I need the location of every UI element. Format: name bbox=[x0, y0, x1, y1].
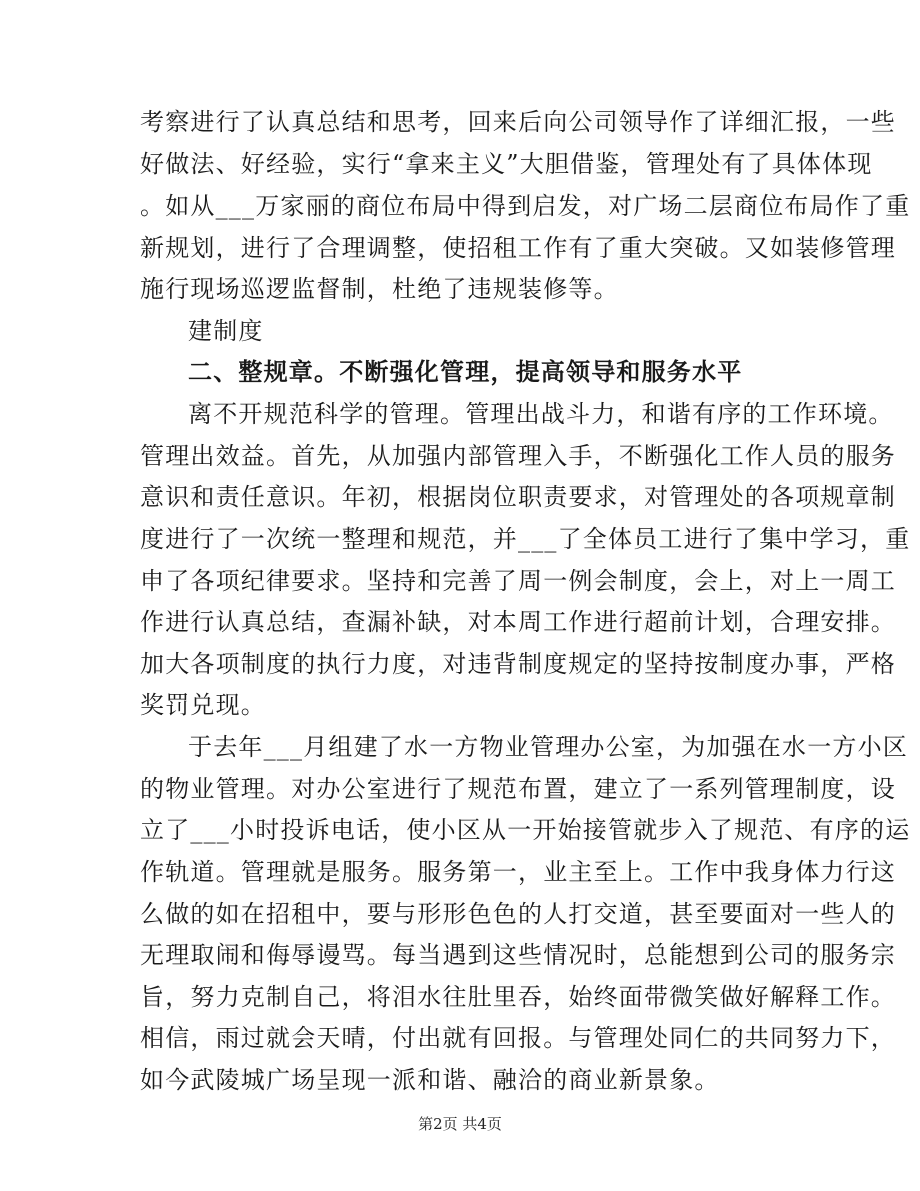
text-line-22: 旨，努力克制自己，将泪水往肚里吞，始终面带微笑做好解释工作。 bbox=[140, 983, 896, 1011]
section-heading: 二、整规章。不断强化管理，提高领导和服务水平 bbox=[188, 358, 743, 386]
text-line-9: 管理出效益。首先，从加强内部管理入手，不断强化工作人员的服务 bbox=[140, 442, 896, 470]
text-line-16: 于去年___月组建了水一方物业管理办公室，为加强在水一方小区 bbox=[188, 733, 908, 761]
text-line-5: 施行现场巡逻监督制，杜绝了违规装修等。 bbox=[140, 275, 619, 303]
text-line-17: 的物业管理。对办公室进行了规范布置，建立了一系列管理制度，设 bbox=[140, 775, 896, 803]
text-line-2: 好做法、好经验，实行“拿来主义”大胆借鉴，管理处有了具体体现 bbox=[140, 150, 873, 178]
text-line-11: 度进行了一次统一整理和规范，并___了全体员工进行了集中学习，重 bbox=[140, 525, 911, 553]
text-line-15: 奖罚兑现。 bbox=[140, 691, 266, 719]
text-line-23: 相信，雨过就会天晴，付出就有回报。与管理处同仁的共同努力下， bbox=[140, 1024, 896, 1052]
text-line-1: 考察进行了认真总结和思考，回来后向公司领导作了详细汇报，一些 bbox=[140, 108, 896, 136]
text-line-14: 加大各项制度的执行力度，对违背制度规定的坚持按制度办事，严格 bbox=[140, 650, 896, 678]
text-line-19: 作轨道。管理就是服务。服务第一，业主至上。工作中我身体力行这 bbox=[140, 858, 896, 886]
text-line-10: 意识和责任意识。年初，根据岗位职责要求，对管理处的各项规章制 bbox=[140, 483, 896, 511]
text-line-24: 如今武陵城广场呈现一派和谐、融洽的商业新景象。 bbox=[140, 1066, 720, 1094]
page-indicator: 第2页 共4页 bbox=[418, 1115, 502, 1133]
text-line-13: 作进行认真总结，查漏补缺，对本周工作进行超前计划，合理安排。 bbox=[140, 608, 896, 636]
text-line-3: 。如从___万家丽的商位布局中得到启发，对广场二层商位布局作了重 bbox=[140, 192, 911, 220]
text-line-8: 离不开规范科学的管理。管理出战斗力，和谐有序的工作环境。 bbox=[188, 400, 894, 428]
section-label: 建制度 bbox=[188, 317, 264, 345]
text-line-12: 申了各项纪律要求。坚持和完善了周一例会制度，会上，对上一周工 bbox=[140, 567, 896, 595]
text-line-18: 立了___小时投诉电话，使小区从一开始接管就步入了规范、有序的运 bbox=[140, 816, 911, 844]
text-line-21: 无理取闹和侮辱谩骂。每当遇到这些情况时，总能想到公司的服务宗 bbox=[140, 941, 896, 969]
text-line-4: 新规划，进行了合理调整，使招租工作有了重大突破。又如装修管理 bbox=[140, 234, 896, 262]
text-line-20: 么做的如在招租中，要与形形色色的人打交道，甚至要面对一些人的 bbox=[140, 900, 896, 928]
